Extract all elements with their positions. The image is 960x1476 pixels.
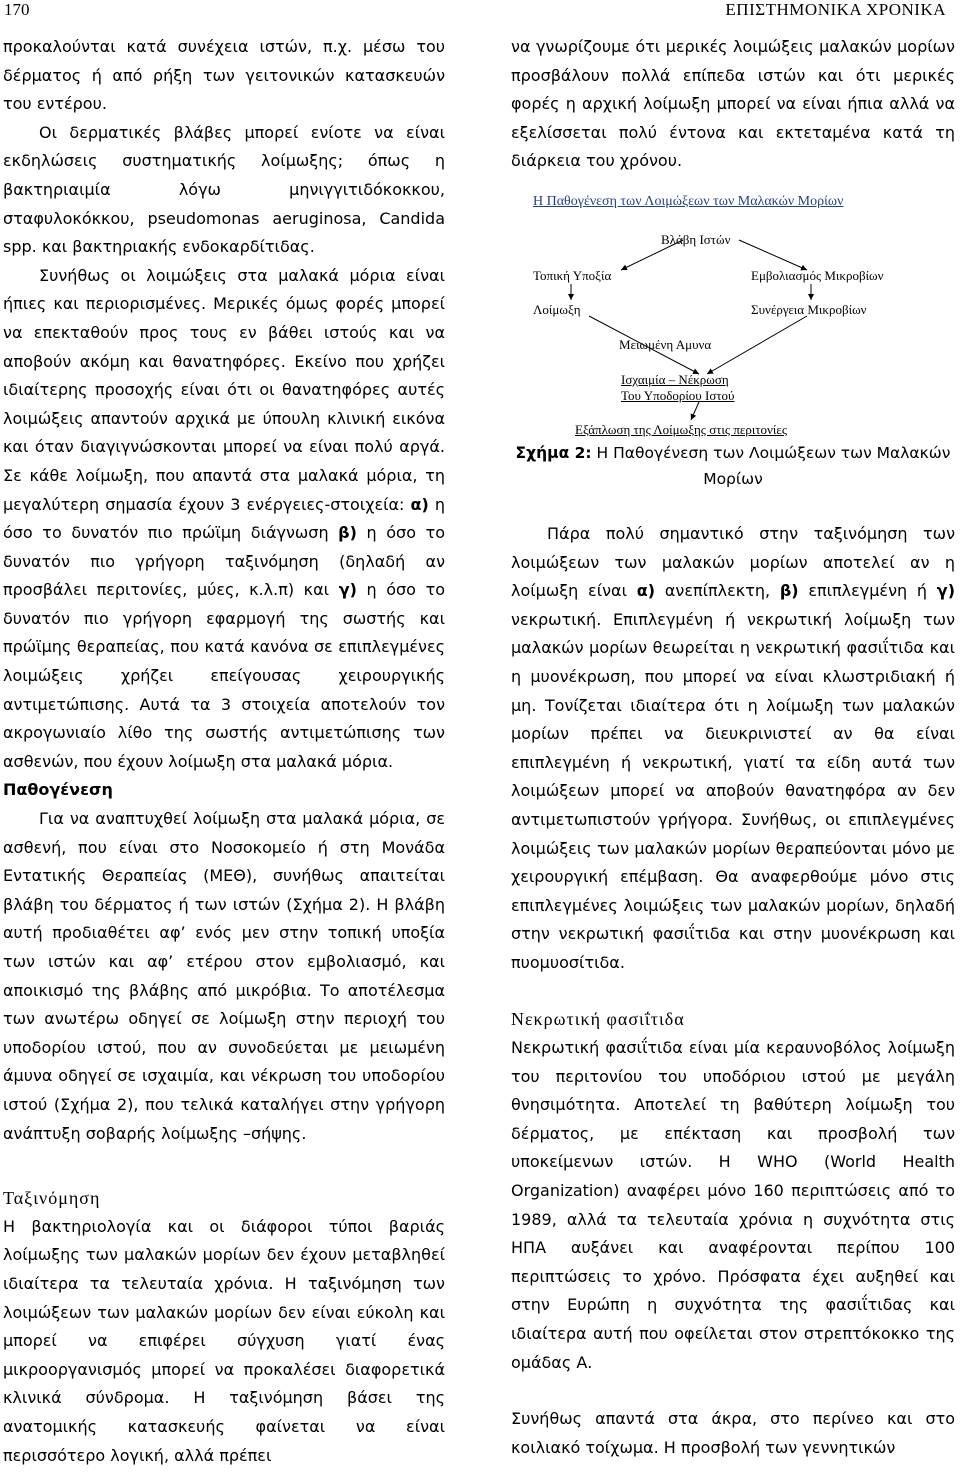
node-subcutaneous-tissue: Του Υποδορίου Ιστού — [621, 387, 735, 403]
node-infection: Λοίμωξη — [533, 301, 581, 317]
paragraph: Πάρα πολύ σημαντικό στην ταξινόμηση των λοιμώξεων των μαλακών μορίων αποτελεί αν η λοίμωξη είναι α) ανεπίπλεκτη, β) επιπλεγμένη ή γ) νεκρωτική. Επιπλεγμένη ή νεκρωτική λοίμωξη των μαλακών μορίων θεωρείται η νεκρωτική φασιΐτιδα και η μυονέκρωση, που μπορεί να είναι κλωστριδιακή ή μη. Τονίζεται ιδιαίτερα ότι η λοίμωξη των μαλακών μορίων πρέπει να διευκρινιστεί αν θα είναι επιπλεγμένη ή νεκρωτική, γιατί τα είδη αυτά των λοιμώξεων μπορεί να αποβούν θανατηφόρα αν δεν αντιμετωπιστούν γρήγορα. Συνήθως, οι επιπλεγμένες λοιμώξεις των μαλακών μορίων θεραπεύονται μόνο με χειρουργική επέμβαση. Θα αναφερθούμε μόνο στις επιπλεγμένες λοιμώξεις των μαλακών μορίων, δηλαδή στην νεκρωτική φασιΐτιδα και στην μυονέκρωση και πυομυοσίτιδα. — [511, 523, 956, 972]
node-local-hypoxia: Τοπική Υποξία — [533, 267, 612, 283]
left-column — [3, 33, 445, 1470]
section-heading-necrotizing-fasciitis: Νεκρωτική φασιΐτιδα — [511, 1009, 685, 1030]
pathogenesis-diagram — [511, 192, 955, 440]
paragraph: Η βακτηριολογία και οι διάφοροι τύποι βαριάς λοίμωξης των μαλακών μορίων δεν έχουν μεταβληθεί ιδιαίτερα τα τελευταία χρόνια. Η ταξινόμηση των λοιμώξεων των μαλακών μορίων δεν είναι εύκολη και μπορεί να επιφέρει σύγχυση γιατί ένας μικροοργανισμός μπορεί να προκαλέσει διαφορετικά κλινικά σύνδρομα. Η ταξινόμηση βάσει της ανατομικής κατασκευής φαίνεται να είναι περισσότερο λογική, αλλά πρέπει — [3, 1216, 445, 1465]
paragraph: Οι δερματικές βλάβες μπορεί ενίοτε να είναι εκδηλώσεις συστηματικής λοίμωξης; όπως η βακτηριαιμία λόγω μηνιγγιτιδόκοκκου, σταφυλοκόκκου, pseudomonas aeruginosa, Candida spp. και βακτηριακής ενδοκαρδίτιδας. — [3, 122, 445, 257]
paragraph: να γνωρίζουμε ότι μερικές λοιμώξεις μαλακών μορίων προσβάλουν πολλά επίπεδα ιστών και ότι μερικές φορές η αρχική λοίμωξη μπορεί να είναι ήπια αλλά να εξελίσσεται πολύ έντονα και εκτεταμένα κατά τη διάρκεια του χρόνου. — [511, 37, 955, 171]
right-column — [511, 33, 955, 1462]
paragraph: Νεκρωτική φασιΐτιδα είναι μία κεραυνοβόλος λοίμωξη του περιτονίου του υποδόριου ιστού με μεγάλη θνησιμότητα. Αποτελεί τη βαθύτερη λοίμωξη του δέρματος, με επέκταση και προσβολή των υποκείμενων ιστών. Η WHO (World Health Organization) αναφέρει μόνο 160 περιπτώσεις από το 1989, αλλά τα τελευταία χρόνια η συχνότητα στις ΗΠΑ αυξάνει και αναφέρονται περίπου 100 περιπτώσεις το χρόνο. Πρόσφατα έχει αυξηθεί και στην Ευρώπη η συχνότητα της φασιΐτιδας και ιδιαίτερα αυτή που οφείλεται στον στρεπτόκοκκο της ομάδας Α. — [511, 1038, 955, 1372]
page-number: 170 — [4, 0, 30, 19]
section-heading-pathogenesis: Παθογένεση — [3, 780, 113, 800]
section-heading-classification: Ταξινόμηση — [3, 1188, 101, 1209]
figure-caption: Σχήμα 2: Η Παθογένεση των Λοιμώξεων των Μαλακών Μορίων — [515, 443, 951, 488]
arrow — [707, 316, 807, 374]
node-reduced-defense: Μειωμένη Αμυνα — [619, 336, 712, 352]
paragraph: Συνήθως οι λοιμώξεις στα μαλακά μόρια είναι ήπιες και περιορισμένες. Μερικές όμως φορές μπορεί να επεκταθούν προς τους εν βάθει ιστούς και να αποβούν ακόμη και θανατηφόρες. Εκείνο που χρήζει ιδιαίτερης προσοχής είναι ότι οι θανατηφόρες αυτές λοιμώξεις απαντούν αρχικά με ύπουλη κλινική εικόνα και όταν διαγιγνώσκονται μπορεί να είναι πολύ αργά. Σε κάθε λοίμωξη, που απαντά στα μαλακά μόρια, τη μεγαλύτερη σημασία έχουν 3 ενέργειες-στοιχεία: α) η όσο το δυνατόν πιο πρώϊμη διάγνωση β) η όσο το δυνατόν πιο γρήγορη ταξινόμηση (δηλαδή αν προσβάλει περιτονίες, μύες, κ.λ.π) και γ) η όσο το δυνατόν πιο γρήγορη εφαρμογή της σωστής και πρώϊμης θεραπείας, που κατά κανόνα σε επιπλεγμένες λοιμώξεις χρήζει επείγουσας χειρουργικής αντιμετώπισης. Αυτά τα 3 στοιχεία αποτελούν τον ακρογωνιαίο λίθο της σωστής αντιμετώπισης των ασθενών, που έχουν λοίμωξη στα μαλακά μόρια. — [3, 265, 445, 771]
journal-running-head: ΕΠΙΣΤΗΜΟΝΙΚΑ ΧΡΟΝΙΚΑ — [725, 0, 946, 19]
node-ischemia-necrosis: Ισχαιμία – Νέκρωση — [621, 371, 729, 387]
node-fascia-spread: Εξάπλωση της Λοίμωξης στις περιτονίες — [575, 421, 788, 437]
paragraph: Για να αναπτυχθεί λοίμωξη στα μαλακά μόρια, σε ασθενή, που είναι στο Νοσοκομείο ή στη Μονάδα Εντατικής Θεραπείας (ΜΕΘ), συνήθως απαιτείται βλάβη του δέρματος ή των ιστών (Σχήμα 2). Η βλάβη αυτή προδιαθέτει αφ’ ενός μεν στην τοπική υποξία των ιστών και αφ’ ετέρου στον εμβολιασμό, και αποικισμό της βλάβης από μικρόβια. Το αποτέλεσμα των ανωτέρω οδηγεί σε λοίμωξη στην περιοχή του υποδορίου ιστού, που αν συνοδεύεται με μειωμένη άμυνα οδηγεί σε ισχαιμία, και νέκρωση του υποδορίου ιστού (Σχήμα 2), που τελικά καταλήγει στην γρήγορη ανάπτυξη σοβαρής λοίμωξης –σήψης. — [3, 809, 445, 1143]
paragraph: προκαλούνται κατά συνέχεια ιστών, π.χ. μέσω του δέρματος ή από ρήξη των γειτονικών κατασκευών του εντέρου. — [3, 37, 445, 114]
arrow — [739, 240, 807, 270]
node-synergy: Συνέργεια Μικροβίων — [751, 301, 867, 317]
paragraph: Συνήθως απαντά στα άκρα, στο περίνεο και στο κοιλιακό τοίχωμα. Η προσβολή των γεννητικών — [511, 1409, 955, 1457]
node-embolization: Εμβολιασμός Μικροβίων — [751, 267, 884, 283]
node-tissue-damage: Βλάβη Ιστών — [661, 231, 731, 247]
arrow — [691, 402, 699, 420]
diagram-title: Η Παθογένεση των Λοιμώξεων των Μαλακών Μορίων — [533, 193, 844, 209]
